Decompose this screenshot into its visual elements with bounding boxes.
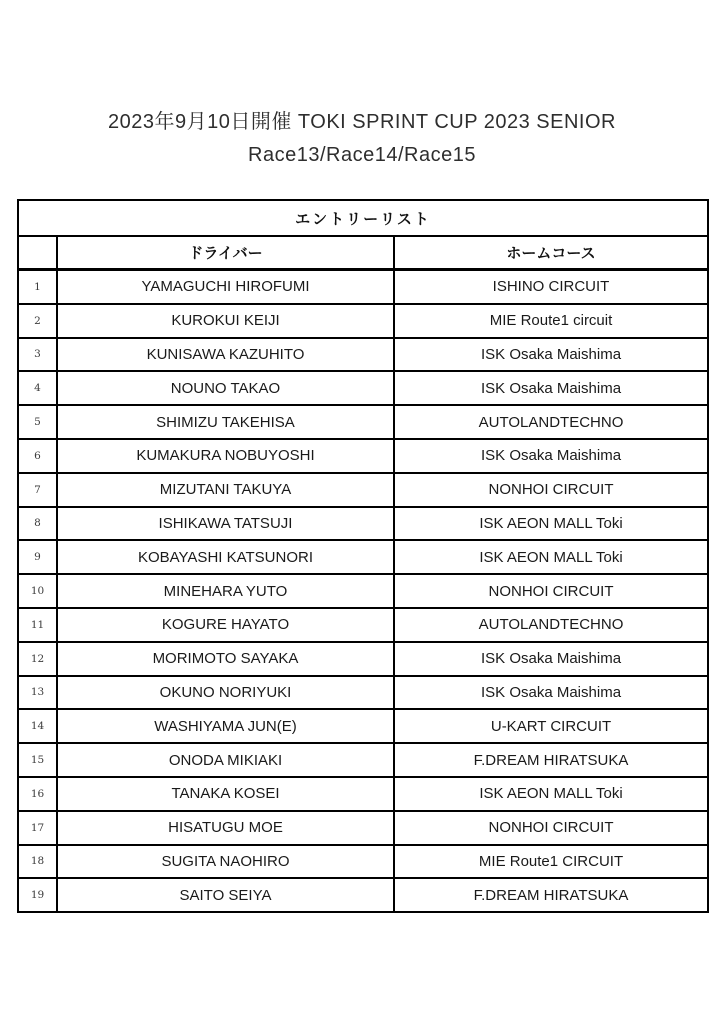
driver-name-cell: YAMAGUCHI HIROFUMI (57, 270, 394, 304)
driver-name-cell: ONODA MIKIAKI (57, 743, 394, 777)
row-number-cell: 17 (18, 811, 57, 845)
driver-name-cell: KUMAKURA NOBUYOSHI (57, 439, 394, 473)
row-number-cell: 7 (18, 473, 57, 507)
row-number-cell: 13 (18, 676, 57, 710)
table-row (18, 439, 708, 473)
table-row (18, 676, 708, 710)
table-row (18, 777, 708, 811)
table-row (18, 270, 708, 304)
table-title: エントリーリスト (18, 200, 708, 236)
table-title-row (18, 200, 708, 236)
row-number-cell: 16 (18, 777, 57, 811)
table-row (18, 371, 708, 405)
entry-list-table (17, 199, 709, 913)
column-header-course: ホームコース (394, 236, 708, 270)
table-row (18, 473, 708, 507)
driver-name-cell: TANAKA KOSEI (57, 777, 394, 811)
driver-name-cell: MORIMOTO SAYAKA (57, 642, 394, 676)
driver-name-cell: KUNISAWA KAZUHITO (57, 338, 394, 372)
row-number-cell: 5 (18, 405, 57, 439)
row-number-cell: 4 (18, 371, 57, 405)
driver-name-cell: HISATUGU MOE (57, 811, 394, 845)
table-row (18, 845, 708, 879)
table-row (18, 338, 708, 372)
home-course-cell: U-KART CIRCUIT (394, 709, 708, 743)
driver-name-cell: OKUNO NORIYUKI (57, 676, 394, 710)
home-course-cell: F.DREAM HIRATSUKA (394, 878, 708, 912)
table-row (18, 811, 708, 845)
home-course-cell: AUTOLANDTECHNO (394, 608, 708, 642)
table-row (18, 743, 708, 777)
driver-name-cell: NOUNO TAKAO (57, 371, 394, 405)
home-course-cell: NONHOI CIRCUIT (394, 574, 708, 608)
table-row (18, 878, 708, 912)
table-row (18, 507, 708, 541)
home-course-cell: ISK AEON MALL Toki (394, 777, 708, 811)
event-title-line1: 2023年9月10日開催 TOKI SPRINT CUP 2023 SENIOR (108, 111, 616, 133)
column-header-driver: ドライバー (57, 236, 394, 270)
home-course-cell: NONHOI CIRCUIT (394, 811, 708, 845)
event-title (0, 106, 724, 172)
column-header-row (18, 236, 708, 270)
table-row (18, 304, 708, 338)
table-row (18, 709, 708, 743)
driver-name-cell: MINEHARA YUTO (57, 574, 394, 608)
driver-name-cell: KOGURE HAYATO (57, 608, 394, 642)
driver-name-cell: WASHIYAMA JUN(E) (57, 709, 394, 743)
column-header-number (18, 236, 57, 270)
driver-name-cell: SAITO SEIYA (57, 878, 394, 912)
row-number-cell: 8 (18, 507, 57, 541)
row-number-cell: 9 (18, 540, 57, 574)
home-course-cell: ISK Osaka Maishima (394, 642, 708, 676)
row-number-cell: 2 (18, 304, 57, 338)
home-course-cell: MIE Route1 CIRCUIT (394, 845, 708, 879)
row-number-cell: 3 (18, 338, 57, 372)
home-course-cell: MIE Route1 circuit (394, 304, 708, 338)
row-number-cell: 1 (18, 270, 57, 304)
home-course-cell: ISK Osaka Maishima (394, 439, 708, 473)
home-course-cell: ISK Osaka Maishima (394, 371, 708, 405)
table-row (18, 574, 708, 608)
home-course-cell: ISK Osaka Maishima (394, 338, 708, 372)
row-number-cell: 10 (18, 574, 57, 608)
event-title-line2: Race13/Race14/Race15 (248, 144, 476, 166)
driver-name-cell: KUROKUI KEIJI (57, 304, 394, 338)
row-number-cell: 15 (18, 743, 57, 777)
home-course-cell: AUTOLANDTECHNO (394, 405, 708, 439)
driver-name-cell: MIZUTANI TAKUYA (57, 473, 394, 507)
driver-name-cell: ISHIKAWA TATSUJI (57, 507, 394, 541)
table-row (18, 608, 708, 642)
home-course-cell: ISK Osaka Maishima (394, 676, 708, 710)
driver-name-cell: SHIMIZU TAKEHISA (57, 405, 394, 439)
home-course-cell: ISK AEON MALL Toki (394, 540, 708, 574)
home-course-cell: F.DREAM HIRATSUKA (394, 743, 708, 777)
driver-name-cell: KOBAYASHI KATSUNORI (57, 540, 394, 574)
row-number-cell: 19 (18, 878, 57, 912)
home-course-cell: ISK AEON MALL Toki (394, 507, 708, 541)
driver-name-cell: SUGITA NAOHIRO (57, 845, 394, 879)
home-course-cell: ISHINO CIRCUIT (394, 270, 708, 304)
row-number-cell: 11 (18, 608, 57, 642)
table-row (18, 405, 708, 439)
row-number-cell: 6 (18, 439, 57, 473)
entry-table-body (18, 270, 708, 913)
table-row (18, 642, 708, 676)
row-number-cell: 14 (18, 709, 57, 743)
table-row (18, 540, 708, 574)
home-course-cell: NONHOI CIRCUIT (394, 473, 708, 507)
row-number-cell: 12 (18, 642, 57, 676)
row-number-cell: 18 (18, 845, 57, 879)
